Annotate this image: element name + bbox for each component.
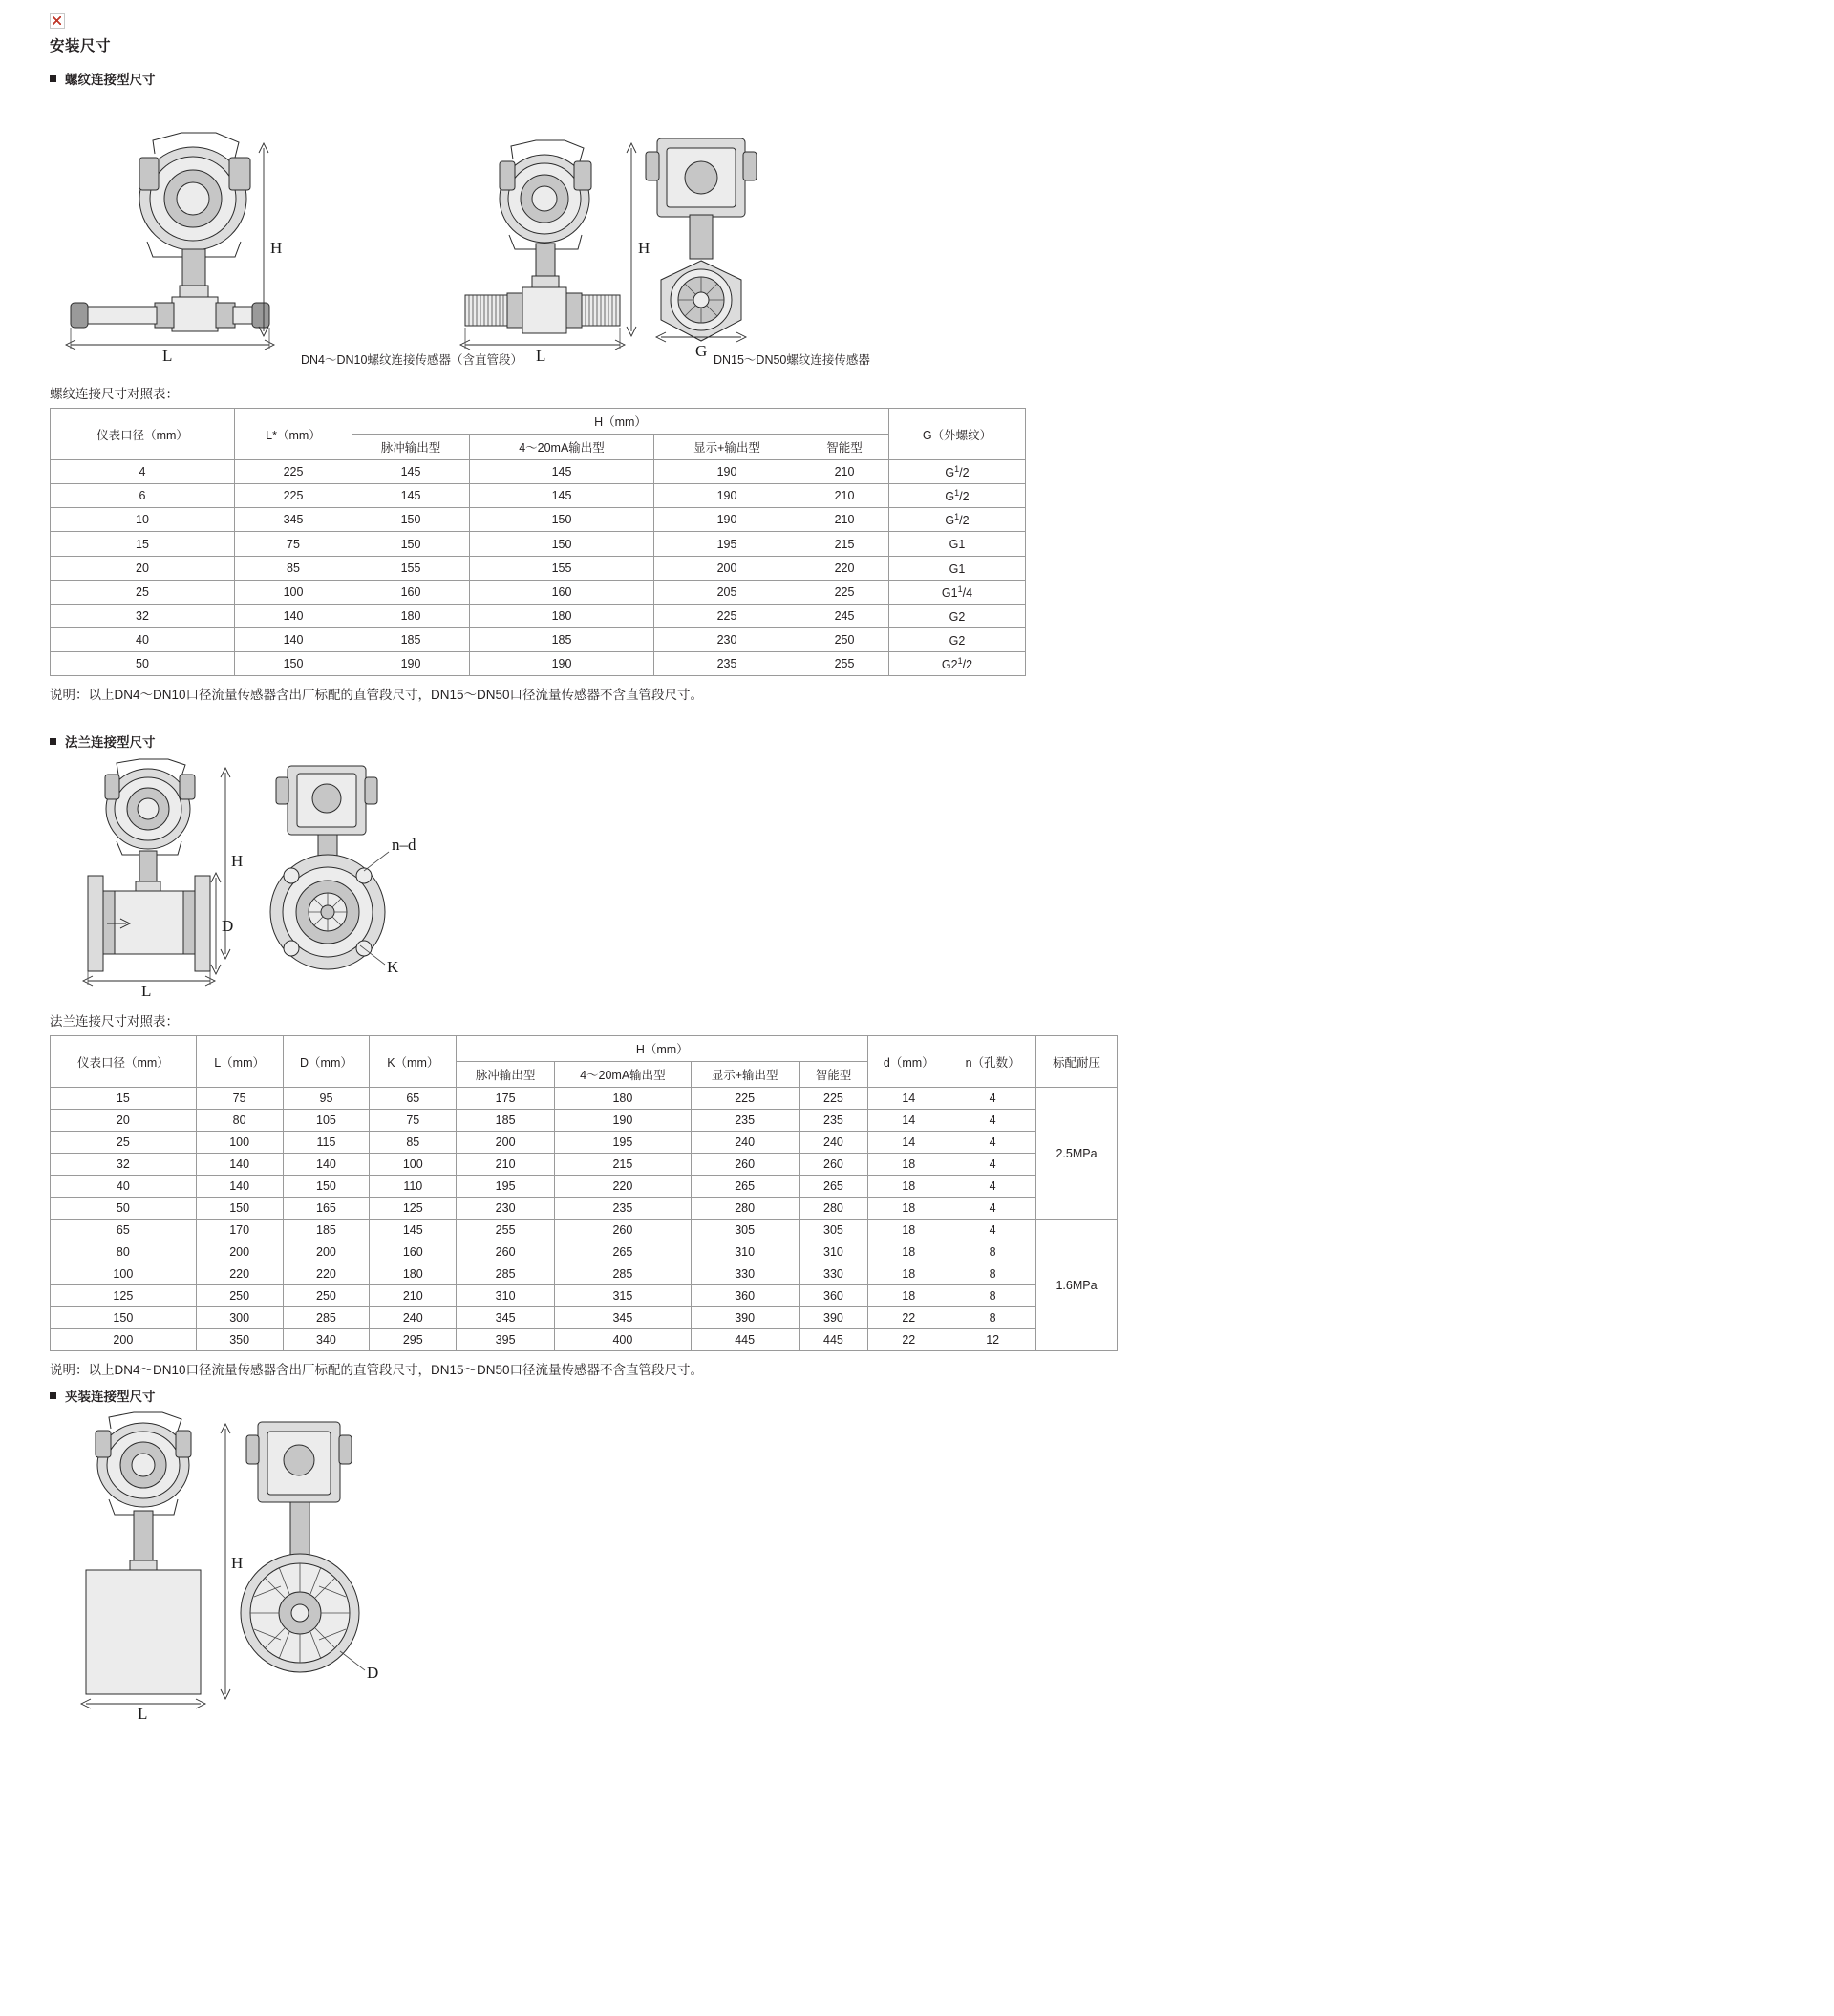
cell-smart: 260: [799, 1154, 868, 1176]
cell-L: 225: [235, 484, 352, 508]
cell-ma: 180: [470, 604, 654, 627]
cell-L: 150: [235, 652, 352, 676]
table-row: [51, 580, 1026, 604]
flange-table-body: [51, 1088, 1118, 1351]
th-K: K（mm）: [370, 1036, 457, 1088]
cell-smart: 265: [799, 1176, 868, 1198]
cell-disp: 390: [691, 1307, 799, 1329]
cell-dn: 40: [51, 1176, 197, 1198]
cell-d: 14: [868, 1110, 949, 1132]
cell-n: 4: [949, 1110, 1036, 1132]
cell-smart: 305: [799, 1220, 868, 1241]
cell-K: 160: [370, 1241, 457, 1263]
flange-table-note: 说明：以上DN4～DN10口径流量传感器含出厂标配的直管段尺寸，DN15～DN50口径流量传感器不含直管段尺寸。: [50, 1363, 704, 1378]
th-d: d（mm）: [868, 1036, 949, 1088]
cell-dn: 20: [51, 1110, 197, 1132]
th-smart: 智能型: [800, 435, 889, 460]
table-row: [51, 1220, 1118, 1241]
cell-ma: 150: [470, 532, 654, 556]
th-H-group: H（mm）: [352, 409, 889, 435]
cell-smart: 445: [799, 1329, 868, 1351]
cell-disp: 310: [691, 1241, 799, 1263]
cell-smart: 360: [799, 1285, 868, 1307]
cell-ma: 400: [555, 1329, 692, 1351]
cell-disp: 225: [654, 604, 800, 627]
cell-d: 18: [868, 1285, 949, 1307]
cell-ma: 145: [470, 460, 654, 484]
cell-K: 145: [370, 1220, 457, 1241]
cell-disp: 265: [691, 1176, 799, 1198]
cell-D: 95: [283, 1088, 370, 1110]
table-row: [51, 1110, 1118, 1132]
th-pulse: 脉冲输出型: [457, 1062, 555, 1088]
cell-dn: 15: [51, 532, 235, 556]
table-row: [51, 508, 1026, 532]
page-title: 安装尺寸: [50, 38, 112, 54]
cell-L: 140: [235, 628, 352, 652]
bullet-icon: [50, 738, 56, 745]
cell-pulse: 150: [352, 508, 470, 532]
table-row: [51, 652, 1026, 676]
svg-text:K: K: [387, 958, 399, 977]
th-pulse: 脉冲输出型: [352, 435, 470, 460]
th-G: G（外螺纹）: [889, 409, 1026, 460]
cell-smart: 235: [799, 1110, 868, 1132]
cell-smart: 210: [800, 508, 889, 532]
cell-smart: 280: [799, 1198, 868, 1220]
cell-dn: 15: [51, 1088, 197, 1110]
th-ma: 4～20mA输出型: [555, 1062, 692, 1088]
caption-dn4-dn10: DN4～DN10螺纹连接传感器（含直管段）: [301, 353, 522, 367]
cell-L: 75: [196, 1088, 283, 1110]
cell-dn: 32: [51, 1154, 197, 1176]
svg-text:D: D: [222, 917, 234, 936]
cell-pulse: 285: [457, 1263, 555, 1285]
cell-disp: 205: [654, 580, 800, 604]
cell-D: 140: [283, 1154, 370, 1176]
cell-L: 345: [235, 508, 352, 532]
cell-D: 165: [283, 1198, 370, 1220]
cell-D: 185: [283, 1220, 370, 1241]
cell-pulse: 255: [457, 1220, 555, 1241]
cell-pulse: 145: [352, 460, 470, 484]
cell-K: 75: [370, 1110, 457, 1132]
svg-text:H: H: [231, 1554, 244, 1573]
cell-pulse: 155: [352, 556, 470, 580]
table-row: [51, 1176, 1118, 1198]
table-header-row: [51, 409, 1026, 435]
th-dn: 仪表口径（mm）: [51, 409, 235, 460]
cell-G: $G1^1/4$: [889, 580, 1026, 604]
section-heading-clamp: 夹装连接型尺寸: [50, 1386, 1118, 1405]
cell-n: 4: [949, 1132, 1036, 1154]
cell-dn: 50: [51, 652, 235, 676]
cell-d: 18: [868, 1263, 949, 1285]
cell-ma: 260: [555, 1220, 692, 1241]
cell-disp: 235: [691, 1110, 799, 1132]
cell-L: 80: [196, 1110, 283, 1132]
cell-dn: 25: [51, 1132, 197, 1154]
thread-table-title: 螺纹连接尺寸对照表：: [50, 387, 179, 401]
cell-ma: 220: [555, 1176, 692, 1198]
cell-smart: 390: [799, 1307, 868, 1329]
cell-smart: 225: [799, 1088, 868, 1110]
section-heading-flange: 法兰连接型尺寸: [50, 732, 1118, 751]
cell-L: 140: [196, 1154, 283, 1176]
table-row: [51, 1154, 1118, 1176]
cell-disp: 240: [691, 1132, 799, 1154]
table-row: [51, 484, 1026, 508]
cell-disp: 225: [691, 1088, 799, 1110]
cell-D: 150: [283, 1176, 370, 1198]
cell-smart: 310: [799, 1241, 868, 1263]
svg-text:L: L: [162, 347, 173, 365]
th-display: 显示+输出型: [691, 1062, 799, 1088]
cell-L: 75: [235, 532, 352, 556]
cell-pulse: 145: [352, 484, 470, 508]
cell-ma: 285: [555, 1263, 692, 1285]
broken-image-icon: [50, 13, 65, 29]
cell-G: G1: [889, 556, 1026, 580]
svg-text:G: G: [695, 342, 708, 360]
cell-disp: 260: [691, 1154, 799, 1176]
cell-D: 105: [283, 1110, 370, 1132]
cell-L: 225: [235, 460, 352, 484]
cell-D: 285: [283, 1307, 370, 1329]
cell-pressure: 2.5MPa: [1036, 1088, 1118, 1220]
cell-pulse: 395: [457, 1329, 555, 1351]
cell-pulse: 150: [352, 532, 470, 556]
cell-smart: 330: [799, 1263, 868, 1285]
svg-text:L: L: [138, 1705, 148, 1724]
cell-ma: 215: [555, 1154, 692, 1176]
cell-ma: 190: [470, 652, 654, 676]
cell-K: 240: [370, 1307, 457, 1329]
clamp-figure-svg: [38, 1411, 458, 1724]
cell-dn: 200: [51, 1329, 197, 1351]
cell-K: 180: [370, 1263, 457, 1285]
cell-smart: 210: [800, 484, 889, 508]
cell-L: 100: [196, 1132, 283, 1154]
cell-L: 170: [196, 1220, 283, 1241]
svg-text:L: L: [536, 347, 546, 365]
cell-L: 140: [196, 1176, 283, 1198]
cell-K: 125: [370, 1198, 457, 1220]
cell-disp: 200: [654, 556, 800, 580]
cell-n: 4: [949, 1154, 1036, 1176]
cell-d: 18: [868, 1154, 949, 1176]
cell-n: 8: [949, 1241, 1036, 1263]
cell-ma: 315: [555, 1285, 692, 1307]
cell-pulse: 195: [457, 1176, 555, 1198]
cell-disp: 190: [654, 460, 800, 484]
th-display: 显示+输出型: [654, 435, 800, 460]
svg-text:H: H: [638, 239, 650, 257]
cell-dn: 10: [51, 508, 235, 532]
figure-clamp-connection: [38, 1411, 1118, 1724]
cell-dn: 150: [51, 1307, 197, 1329]
cell-pulse: 200: [457, 1132, 555, 1154]
cell-d: 14: [868, 1132, 949, 1154]
thread-table-body: [51, 460, 1026, 676]
cell-K: 100: [370, 1154, 457, 1176]
cell-pulse: 210: [457, 1154, 555, 1176]
svg-text:L: L: [141, 982, 152, 1001]
cell-L: 140: [235, 604, 352, 627]
cell-pulse: 160: [352, 580, 470, 604]
cell-n: 8: [949, 1285, 1036, 1307]
cell-D: 340: [283, 1329, 370, 1351]
table-row: [51, 1285, 1118, 1307]
cell-K: 110: [370, 1176, 457, 1198]
cell-smart: 220: [800, 556, 889, 580]
th-smart: 智能型: [799, 1062, 868, 1088]
cell-d: 18: [868, 1241, 949, 1263]
table-row: [51, 1198, 1118, 1220]
cell-K: 85: [370, 1132, 457, 1154]
thread-table-note: 说明：以上DN4～DN10口径流量传感器含出厂标配的直管段尺寸，DN15～DN50口径流量传感器不含直管段尺寸。: [50, 688, 704, 703]
table-row: [51, 1307, 1118, 1329]
cell-L: 250: [196, 1285, 283, 1307]
cell-d: 22: [868, 1329, 949, 1351]
table-row: [51, 1241, 1118, 1263]
cell-disp: 195: [654, 532, 800, 556]
table-row: [51, 1132, 1118, 1154]
cell-disp: 445: [691, 1329, 799, 1351]
cell-L: 200: [196, 1241, 283, 1263]
cell-pulse: 185: [352, 628, 470, 652]
cell-d: 18: [868, 1176, 949, 1198]
cell-K: 210: [370, 1285, 457, 1307]
cell-dn: 50: [51, 1198, 197, 1220]
cell-dn: 6: [51, 484, 235, 508]
table-row: [51, 460, 1026, 484]
thread-dimension-table: [50, 408, 1026, 676]
flange-figure-svg: [38, 756, 573, 1001]
cell-pulse: 180: [352, 604, 470, 627]
cell-disp: 190: [654, 484, 800, 508]
cell-d: 18: [868, 1198, 949, 1220]
caption-dn15-dn50: DN15～DN50螺纹连接传感器: [713, 353, 870, 367]
thread-figure-captions: [29, 350, 1118, 368]
table-row: [51, 532, 1026, 556]
cell-G: G2: [889, 604, 1026, 627]
cell-pulse: 310: [457, 1285, 555, 1307]
cell-L: 220: [196, 1263, 283, 1285]
cell-pulse: 230: [457, 1198, 555, 1220]
cell-n: 4: [949, 1088, 1036, 1110]
cell-L: 85: [235, 556, 352, 580]
cell-n: 8: [949, 1307, 1036, 1329]
table-row: [51, 628, 1026, 652]
table-row: [51, 604, 1026, 627]
cell-smart: 245: [800, 604, 889, 627]
cell-dn: 65: [51, 1220, 197, 1241]
cell-d: 14: [868, 1088, 949, 1110]
cell-smart: 215: [800, 532, 889, 556]
cell-disp: 280: [691, 1198, 799, 1220]
th-pressure: 标配耐压: [1036, 1036, 1118, 1088]
cell-D: 250: [283, 1285, 370, 1307]
table-row: [51, 556, 1026, 580]
cell-disp: 330: [691, 1263, 799, 1285]
cell-G: G2: [889, 628, 1026, 652]
cell-n: 4: [949, 1176, 1036, 1198]
cell-pulse: 345: [457, 1307, 555, 1329]
svg-text:H: H: [270, 239, 283, 257]
cell-disp: 305: [691, 1220, 799, 1241]
th-dn: 仪表口径（mm）: [51, 1036, 197, 1088]
table-row: [51, 1088, 1118, 1110]
cell-G: $G^1/2$: [889, 508, 1026, 532]
section-heading-thread: 螺纹连接型尺寸: [50, 69, 1118, 88]
cell-ma: 265: [555, 1241, 692, 1263]
cell-L: 100: [235, 580, 352, 604]
cell-d: 22: [868, 1307, 949, 1329]
cell-d: 18: [868, 1220, 949, 1241]
bullet-icon: [50, 75, 56, 82]
bullet-icon: [50, 1392, 56, 1399]
cell-n: 4: [949, 1198, 1036, 1220]
cell-D: 220: [283, 1263, 370, 1285]
cell-smart: 225: [800, 580, 889, 604]
cell-K: 65: [370, 1088, 457, 1110]
svg-text:n–d: n–d: [392, 836, 416, 855]
flange-dimension-table: [50, 1035, 1118, 1351]
cell-dn: 25: [51, 580, 235, 604]
th-D: D（mm）: [283, 1036, 370, 1088]
cell-D: 200: [283, 1241, 370, 1263]
cell-ma: 145: [470, 484, 654, 508]
cell-D: 115: [283, 1132, 370, 1154]
svg-text:D: D: [367, 1664, 379, 1683]
cell-n: 8: [949, 1263, 1036, 1285]
cell-dn: 80: [51, 1241, 197, 1263]
cell-ma: 160: [470, 580, 654, 604]
cell-K: 295: [370, 1329, 457, 1351]
cell-smart: 210: [800, 460, 889, 484]
figure-flange-connection: [38, 756, 1118, 1001]
cell-dn: 125: [51, 1285, 197, 1307]
cell-ma: 345: [555, 1307, 692, 1329]
cell-L: 350: [196, 1329, 283, 1351]
svg-text:H: H: [231, 852, 244, 871]
cell-disp: 230: [654, 628, 800, 652]
cell-dn: 20: [51, 556, 235, 580]
cell-G: G1: [889, 532, 1026, 556]
cell-smart: 255: [800, 652, 889, 676]
th-H-group: H（mm）: [457, 1036, 868, 1062]
th-ma: 4～20mA输出型: [470, 435, 654, 460]
cell-ma: 190: [555, 1110, 692, 1132]
table-row: [51, 1263, 1118, 1285]
flange-table-title: 法兰连接尺寸对照表：: [50, 1014, 179, 1029]
cell-smart: 240: [799, 1132, 868, 1154]
cell-pressure: 1.6MPa: [1036, 1220, 1118, 1351]
cell-dn: 100: [51, 1263, 197, 1285]
cell-ma: 185: [470, 628, 654, 652]
cell-n: 4: [949, 1220, 1036, 1241]
cell-disp: 235: [654, 652, 800, 676]
cell-pulse: 190: [352, 652, 470, 676]
cell-ma: 195: [555, 1132, 692, 1154]
th-L: L（mm）: [196, 1036, 283, 1088]
cell-ma: 155: [470, 556, 654, 580]
th-L: L*（mm）: [235, 409, 352, 460]
cell-dn: 32: [51, 604, 235, 627]
cell-smart: 250: [800, 628, 889, 652]
table-header-row: [51, 1036, 1118, 1062]
cell-G: $G2^1/2$: [889, 652, 1026, 676]
cell-ma: 150: [470, 508, 654, 532]
cell-disp: 190: [654, 508, 800, 532]
cell-pulse: 185: [457, 1110, 555, 1132]
cell-G: $G^1/2$: [889, 460, 1026, 484]
cell-ma: 235: [555, 1198, 692, 1220]
cell-G: $G^1/2$: [889, 484, 1026, 508]
cell-L: 150: [196, 1198, 283, 1220]
cell-pulse: 175: [457, 1088, 555, 1110]
cell-dn: 4: [51, 460, 235, 484]
cell-dn: 40: [51, 628, 235, 652]
cell-pulse: 260: [457, 1241, 555, 1263]
th-n: n（孔数）: [949, 1036, 1036, 1088]
cell-ma: 180: [555, 1088, 692, 1110]
cell-disp: 360: [691, 1285, 799, 1307]
cell-L: 300: [196, 1307, 283, 1329]
cell-n: 12: [949, 1329, 1036, 1351]
table-row: [51, 1329, 1118, 1351]
